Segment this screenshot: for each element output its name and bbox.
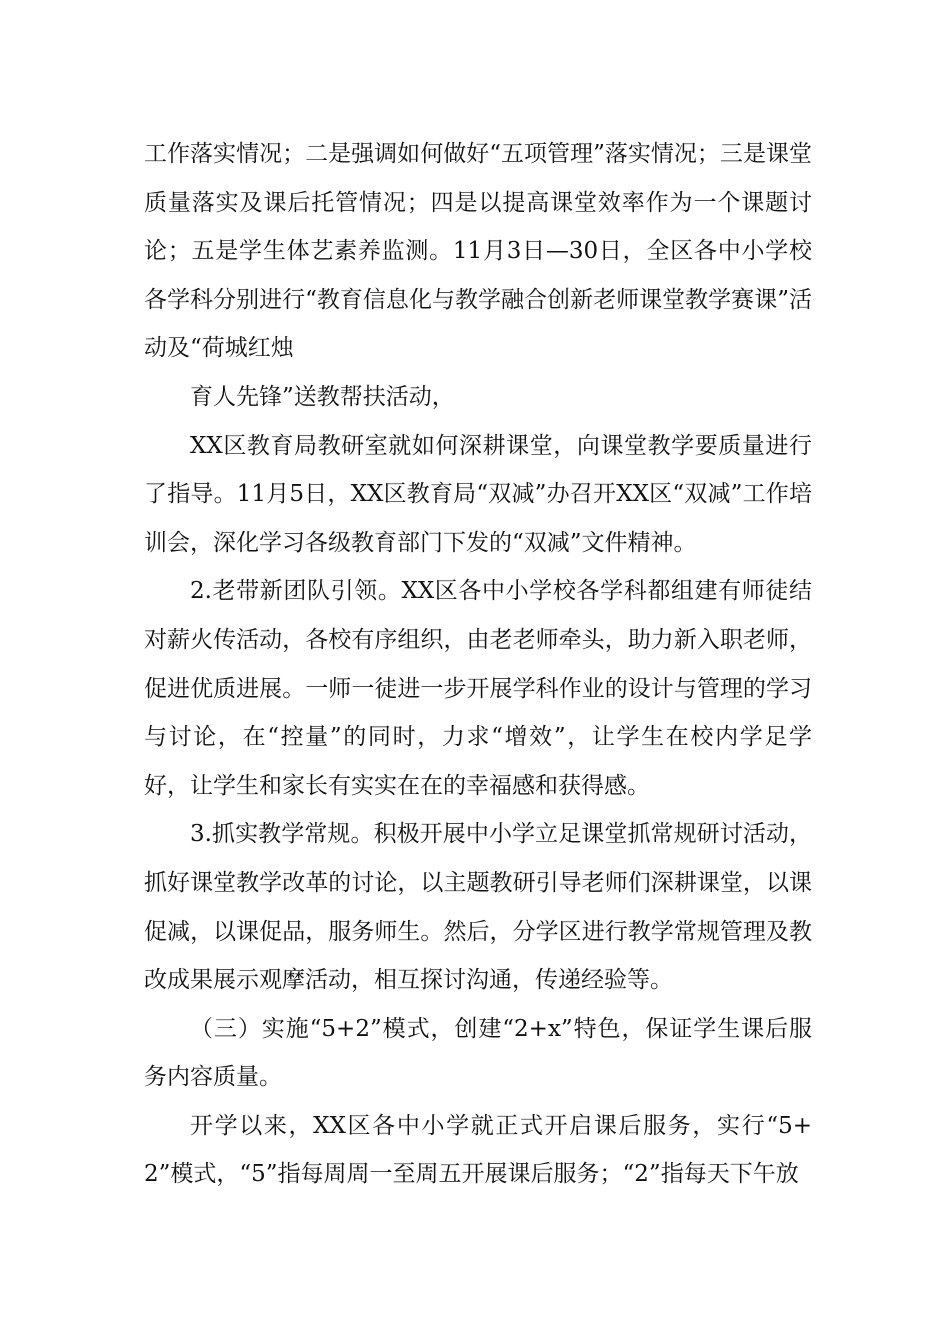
paragraph-3: XX区教育局教研室就如何深耕课堂，向课堂教学要质量进行了指导。11月5日，XX区教育局“双减”办召开XX区“双减”工作培训会，深化学习各级教育部门下发的“双减”文件精神。	[144, 432, 812, 556]
section-heading-3: （三）实施“5+2”模式，创建“2+x”特色，保证学生课后服务内容质量。	[144, 1015, 812, 1091]
paragraph-4: 2.老带新团队引领。XX区各中小学校各学科都组建有师徒结对薪火传活动，各校有序组织，由老老师牵头，助力新入职老师，促进优质进展。一师一徒进一步开展学科作业的设计与管理的学习与讨论，在“控量”的同时，力求“增效”，让学生在校内学足学好，让学生和家长有实实在在的幸福感和获得感。	[144, 578, 812, 799]
document-body	[144, 130, 812, 1199]
paragraph-6: 开学以来，XX区各中小学就正式开启课后服务，实行“5+2”模式，“5”指每周周一至周五开展课后服务；“2”指每天下午放	[144, 1112, 812, 1188]
paragraph-1: 工作落实情况；二是强调如何做好“五项管理”落实情况；三是课堂质量落实及课后托管情况；四是以提高课堂效率作为一个课题讨论；五是学生体艺素养监测。11月3日—30日，全区各中小学校各学科分别进行“教育信息化与教学融合创新老师课堂教学赛课”活动及“荷城红烛	[144, 141, 812, 362]
paragraph-5: 3.抓实教学常规。积极开展中小学立足课堂抓常规研讨活动，抓好课堂教学改革的讨论，以主题教研引导老师们深耕课堂，以课促减，以课促品，服务师生。然后，分学区进行教学常规管理及教改成果展示观摩活动，相互探讨沟通，传递经验等。	[144, 821, 812, 994]
paragraph-2: 育人先锋”送教帮扶活动，	[190, 383, 455, 410]
